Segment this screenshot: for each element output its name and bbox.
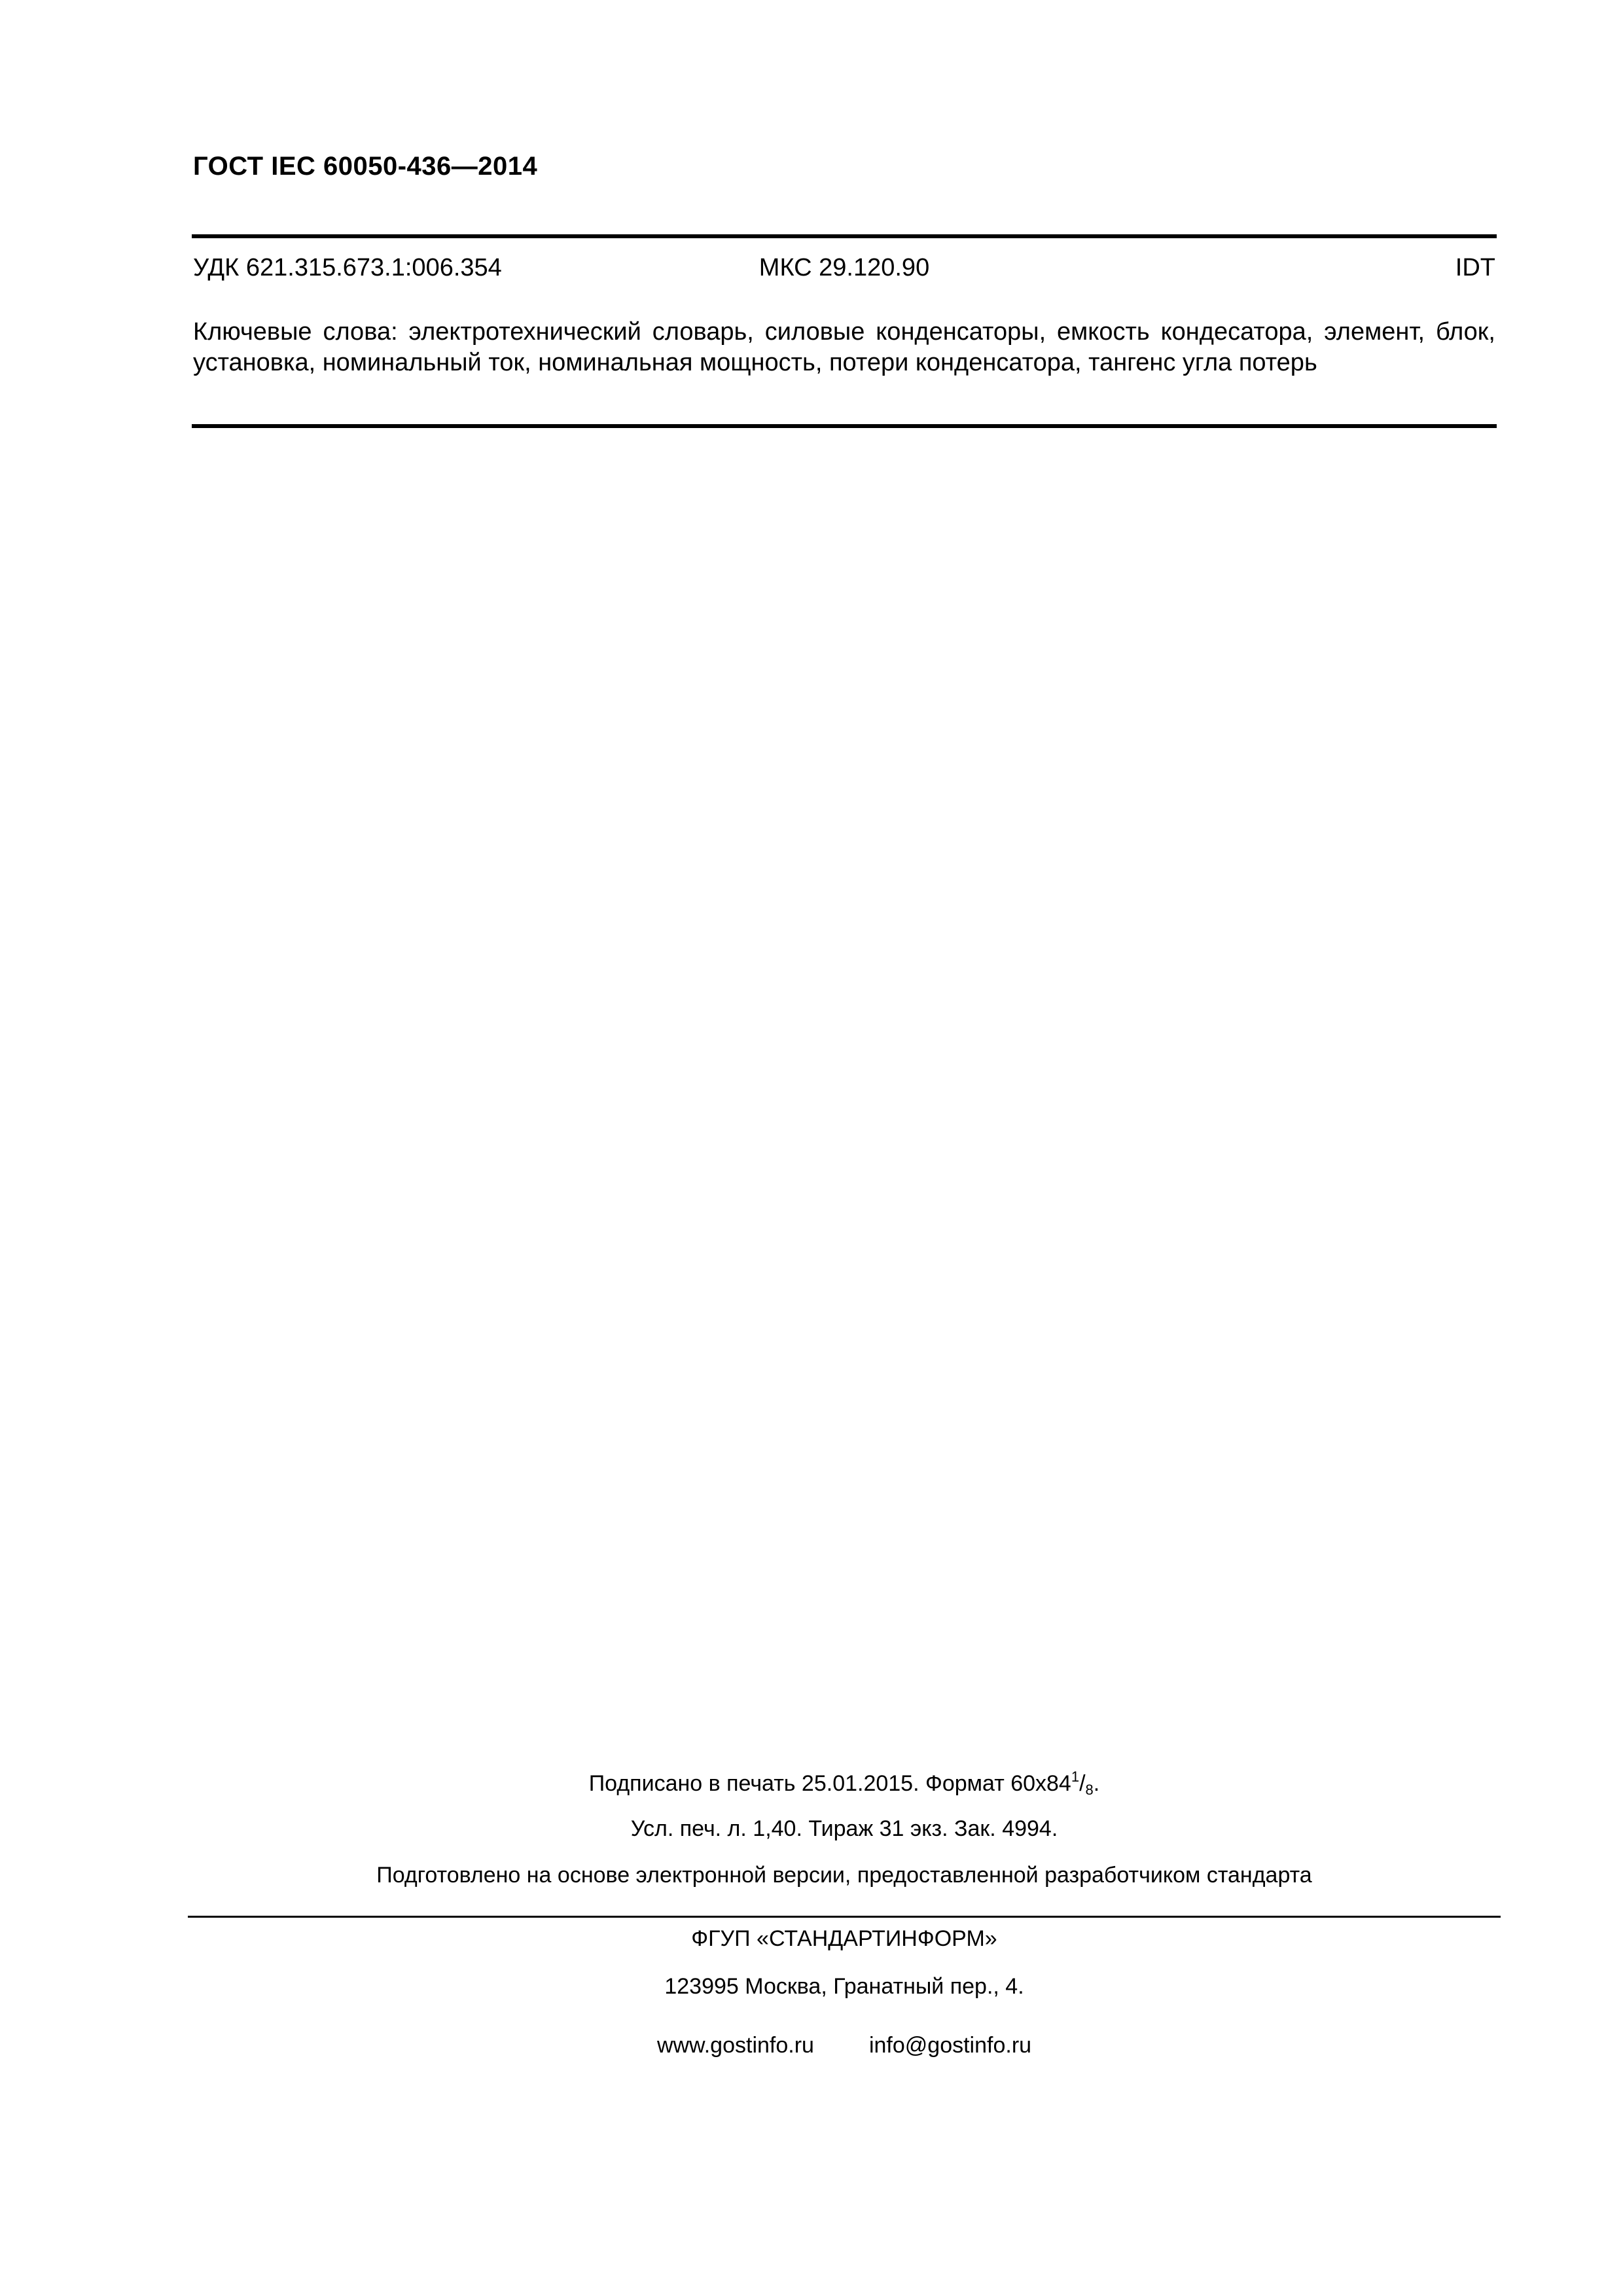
email-link[interactable]: info@gostinfo.ru <box>868 2033 1032 2058</box>
document-code: ГОСТ IEC 60050-436—2014 <box>193 152 538 181</box>
print-info-line: Усл. печ. л. 1,40. Тираж 31 экз. Зак. 4994. <box>630 1816 1058 1841</box>
format-numerator: 1 <box>1071 1768 1080 1785</box>
keywords-divider <box>192 424 1497 428</box>
website-link[interactable]: www.gostinfo.ru <box>656 2033 814 2058</box>
publisher-name: ФГУП «СТАНДАРТИНФОРМ» <box>691 1926 997 1951</box>
classification-row <box>193 254 1495 287</box>
signed-to-print-text: Подписано в печать 25.01.2015. Формат 60х84 <box>588 1771 1071 1796</box>
mks-code: МКС 29.120.90 <box>758 254 930 281</box>
prepared-note-line: Подготовлено на основе электронной версии, предоставленной разработчиком стандарта <box>376 1863 1312 1888</box>
keywords-paragraph: Ключевые слова: электротехнический словарь, силовые конденсаторы, емкость кондесатора, элемент, блок, установка, номинальный ток, номинальная мощность, потери конденсатора, тангенс угла потерь <box>193 318 1495 376</box>
udc-code: УДК 621.315.673.1:006.354 <box>193 254 502 281</box>
degree-of-correspondence: IDT <box>1455 254 1495 281</box>
signed-to-print-line <box>188 1768 1501 1799</box>
format-suffix: . <box>1093 1771 1100 1796</box>
top-divider <box>192 234 1497 238</box>
format-slash: / <box>1079 1771 1086 1796</box>
publisher-address: 123995 Москва, Гранатный пер., 4. <box>664 1974 1024 1999</box>
contacts-line <box>188 2033 1501 2058</box>
imprint-divider <box>188 1916 1501 1918</box>
format-denominator: 8 <box>1085 1782 1094 1798</box>
